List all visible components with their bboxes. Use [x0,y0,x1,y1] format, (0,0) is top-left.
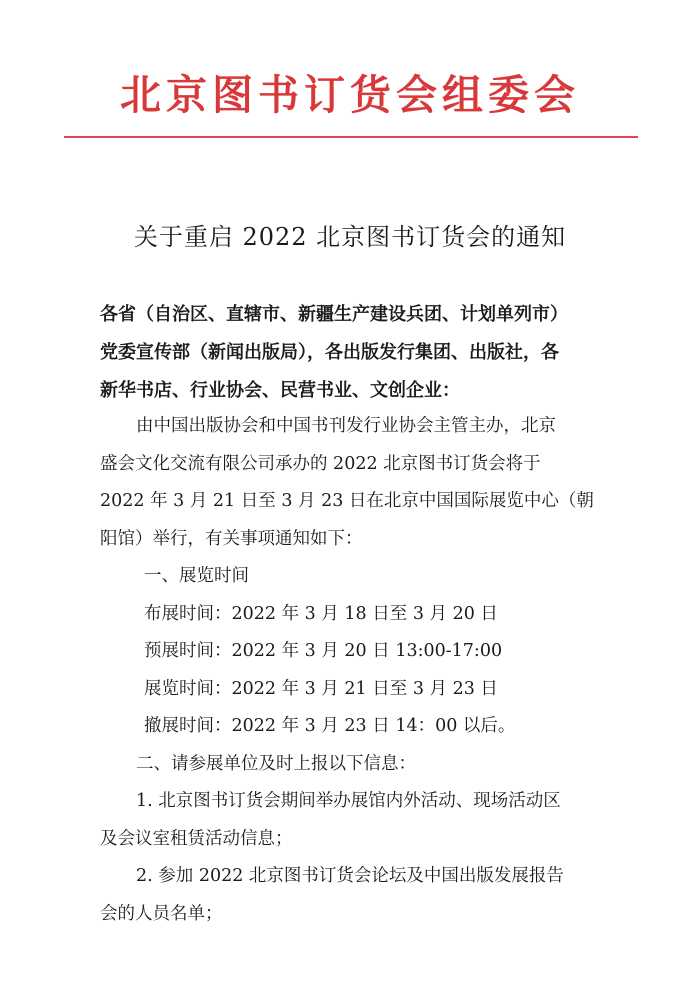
notice-body [100,408,594,933]
recipients-block [100,296,590,410]
intro-paragraph-line: 阳馆）举行，有关事项通知如下： [100,528,363,549]
notice-title: 关于重启 2022 北京图书订货会的通知 [133,223,567,251]
report-item-1-line: 1. 北京图书订货会期间举办展馆内外活动、现场活动区 [136,791,561,811]
schedule-item-exhibition: 展览时间：2022 年 3 月 21 日至 3 月 23 日 [144,678,498,699]
report-item-2-line: 会的人员名单； [100,903,223,924]
schedule-item-preview: 预展时间：2022 年 3 月 20 日 13:00-17:00 [144,641,503,661]
schedule-item-teardown: 撤展时间：2022 年 3 月 23 日 14：00 以后。 [144,716,516,736]
letterhead-divider [64,136,638,138]
section-heading-report-info: 二、请参展单位及时上报以下信息： [136,753,416,774]
recipients-line: 各省（自治区、直辖市、新疆生产建设兵团、计划单列市） [100,304,568,325]
schedule-item-setup: 布展时间：2022 年 3 月 18 日至 3 月 20 日 [144,603,498,624]
recipients-line: 党委宣传部（新闻出版局），各出版发行集团、出版社，各 [100,342,559,363]
intro-paragraph-line: 盛会文化交流有限公司承办的 2022 北京图书订货会将于 [100,453,541,474]
recipients-line: 新华书店、行业协会、民营书业、文创企业： [100,380,460,401]
report-item-2-line: 2. 参加 2022 北京图书订货会论坛及中国出版发展报告 [136,866,564,886]
intro-paragraph-line: 由中国出版协会和中国书刊发行业协会主管主办，北京 [136,416,556,436]
section-heading-exhibition-time: 一、展览时间 [144,566,249,586]
report-item-1-line: 及会议室租赁活动信息； [100,828,293,849]
intro-paragraph-line: 2022 年 3 月 21 日至 3 月 23 日在北京中国国际展览中心（朝 [100,491,594,511]
letterhead-organization: 北京图书订货会组委会 [120,71,580,119]
